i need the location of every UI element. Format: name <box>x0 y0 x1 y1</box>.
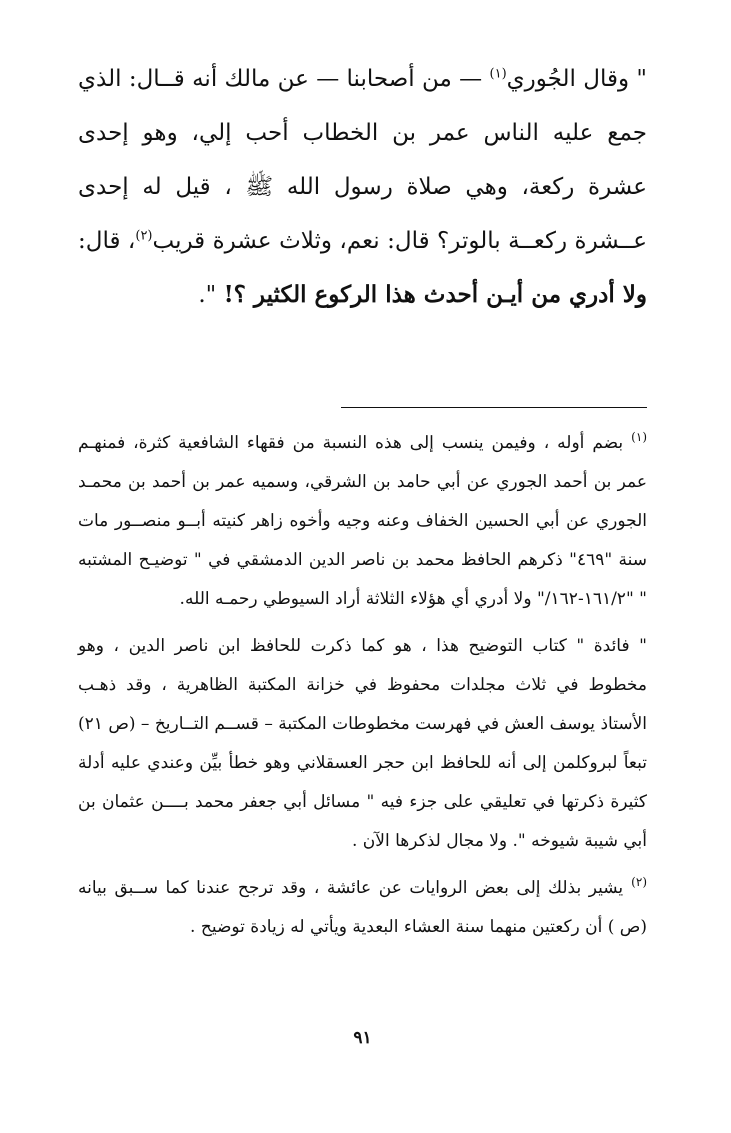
main-text-part4: ". <box>198 282 224 308</box>
main-text-part2: — من أصحابنا — عن مالك أنه قــال: الذي جمع عليه الناس عمر بن الخطاب أحب إلي، وهو إحدى عشرة ركعة، وهي صلاة رسول الله ﷺ ، قيل له إحدى عــشرة ركعــة بالوتر؟ قال: نعم، وثلاث عشرة قريب <box>78 66 648 254</box>
page-content <box>78 52 647 1133</box>
footnote-2 <box>78 869 647 947</box>
footnote-ref-1[interactable]: (١) <box>489 66 507 82</box>
main-text-part1: " وقال الجُوري <box>506 66 647 92</box>
main-text-emphasis: ولا أدري من أيـن أحدث هذا الركوع الكثير ؟! <box>223 281 647 308</box>
main-paragraph <box>78 52 647 322</box>
footnote-1-note-text: " فائدة " كتاب التوضيح هذا ، هو كما ذكرت للحافظ ابن ناصر الدين ، وهو مخطوط في ثلاث مجلدات محفوظ في خزانة المكتبة الظاهرية ، وقد ذهـب الأستاذ يوسف العش في فهرست مخطوطات المكتبة – قســم التــاريخ – (ص ٢١) تبعاً لبروكلمن إلى أنه للحافظ ابن حجر العسقلاني وهو خطأ بيِّن وعندي عليه أدلة كثيرة ذكرتها في تعليقي على جزء فيه " مسائل أبي جعفر محمد بــــن عثمان بن أبي شيبة شيوخه ". ولا مجال لذكرها الآن . <box>78 636 647 851</box>
footnote-separator <box>341 407 647 408</box>
footnote-1-text: بضم أوله ، وفيمن ينسب إلى هذه النسبة من فقهاء الشافعية كثرة، فمنهـم عمر بن أحمد الجوري عن أبي حامد بن الشرقي، وسميه عمر بن أحمد بن محمـد الجوري عن أبي الحسين الخفاف وعنه وجيه وأخوه زاهر كنيته أبــو منصــور مات سنة "٤٦٩" ذكرهم الحافظ محمد بن ناصر الدين الدمشقي في " توضيـح المشتبه " "١٦١/٢-١٦٢/" ولا أدري أي هؤلاء الثلاثة أراد السيوطي رحمـه الله. <box>78 433 647 609</box>
footnote-1-note <box>78 627 647 861</box>
footnote-1 <box>78 424 647 619</box>
footnote-2-number: (٢) <box>631 875 647 890</box>
main-text-part3: ، قال: <box>78 228 136 254</box>
footnotes-section <box>78 424 647 947</box>
footnote-ref-2[interactable]: (٢) <box>135 228 153 244</box>
footnote-1-number: (١) <box>631 430 647 445</box>
footnote-2-text: يشير بذلك إلى بعض الروايات عن عائشة ، وقد ترجح عندنا كما ســبق بيانه (ص ) أن ركعتين منهما سنة العشاء البعدية ويأتي له زيادة توضيح . <box>78 878 647 937</box>
page-number: ٩١ <box>353 1028 372 1048</box>
